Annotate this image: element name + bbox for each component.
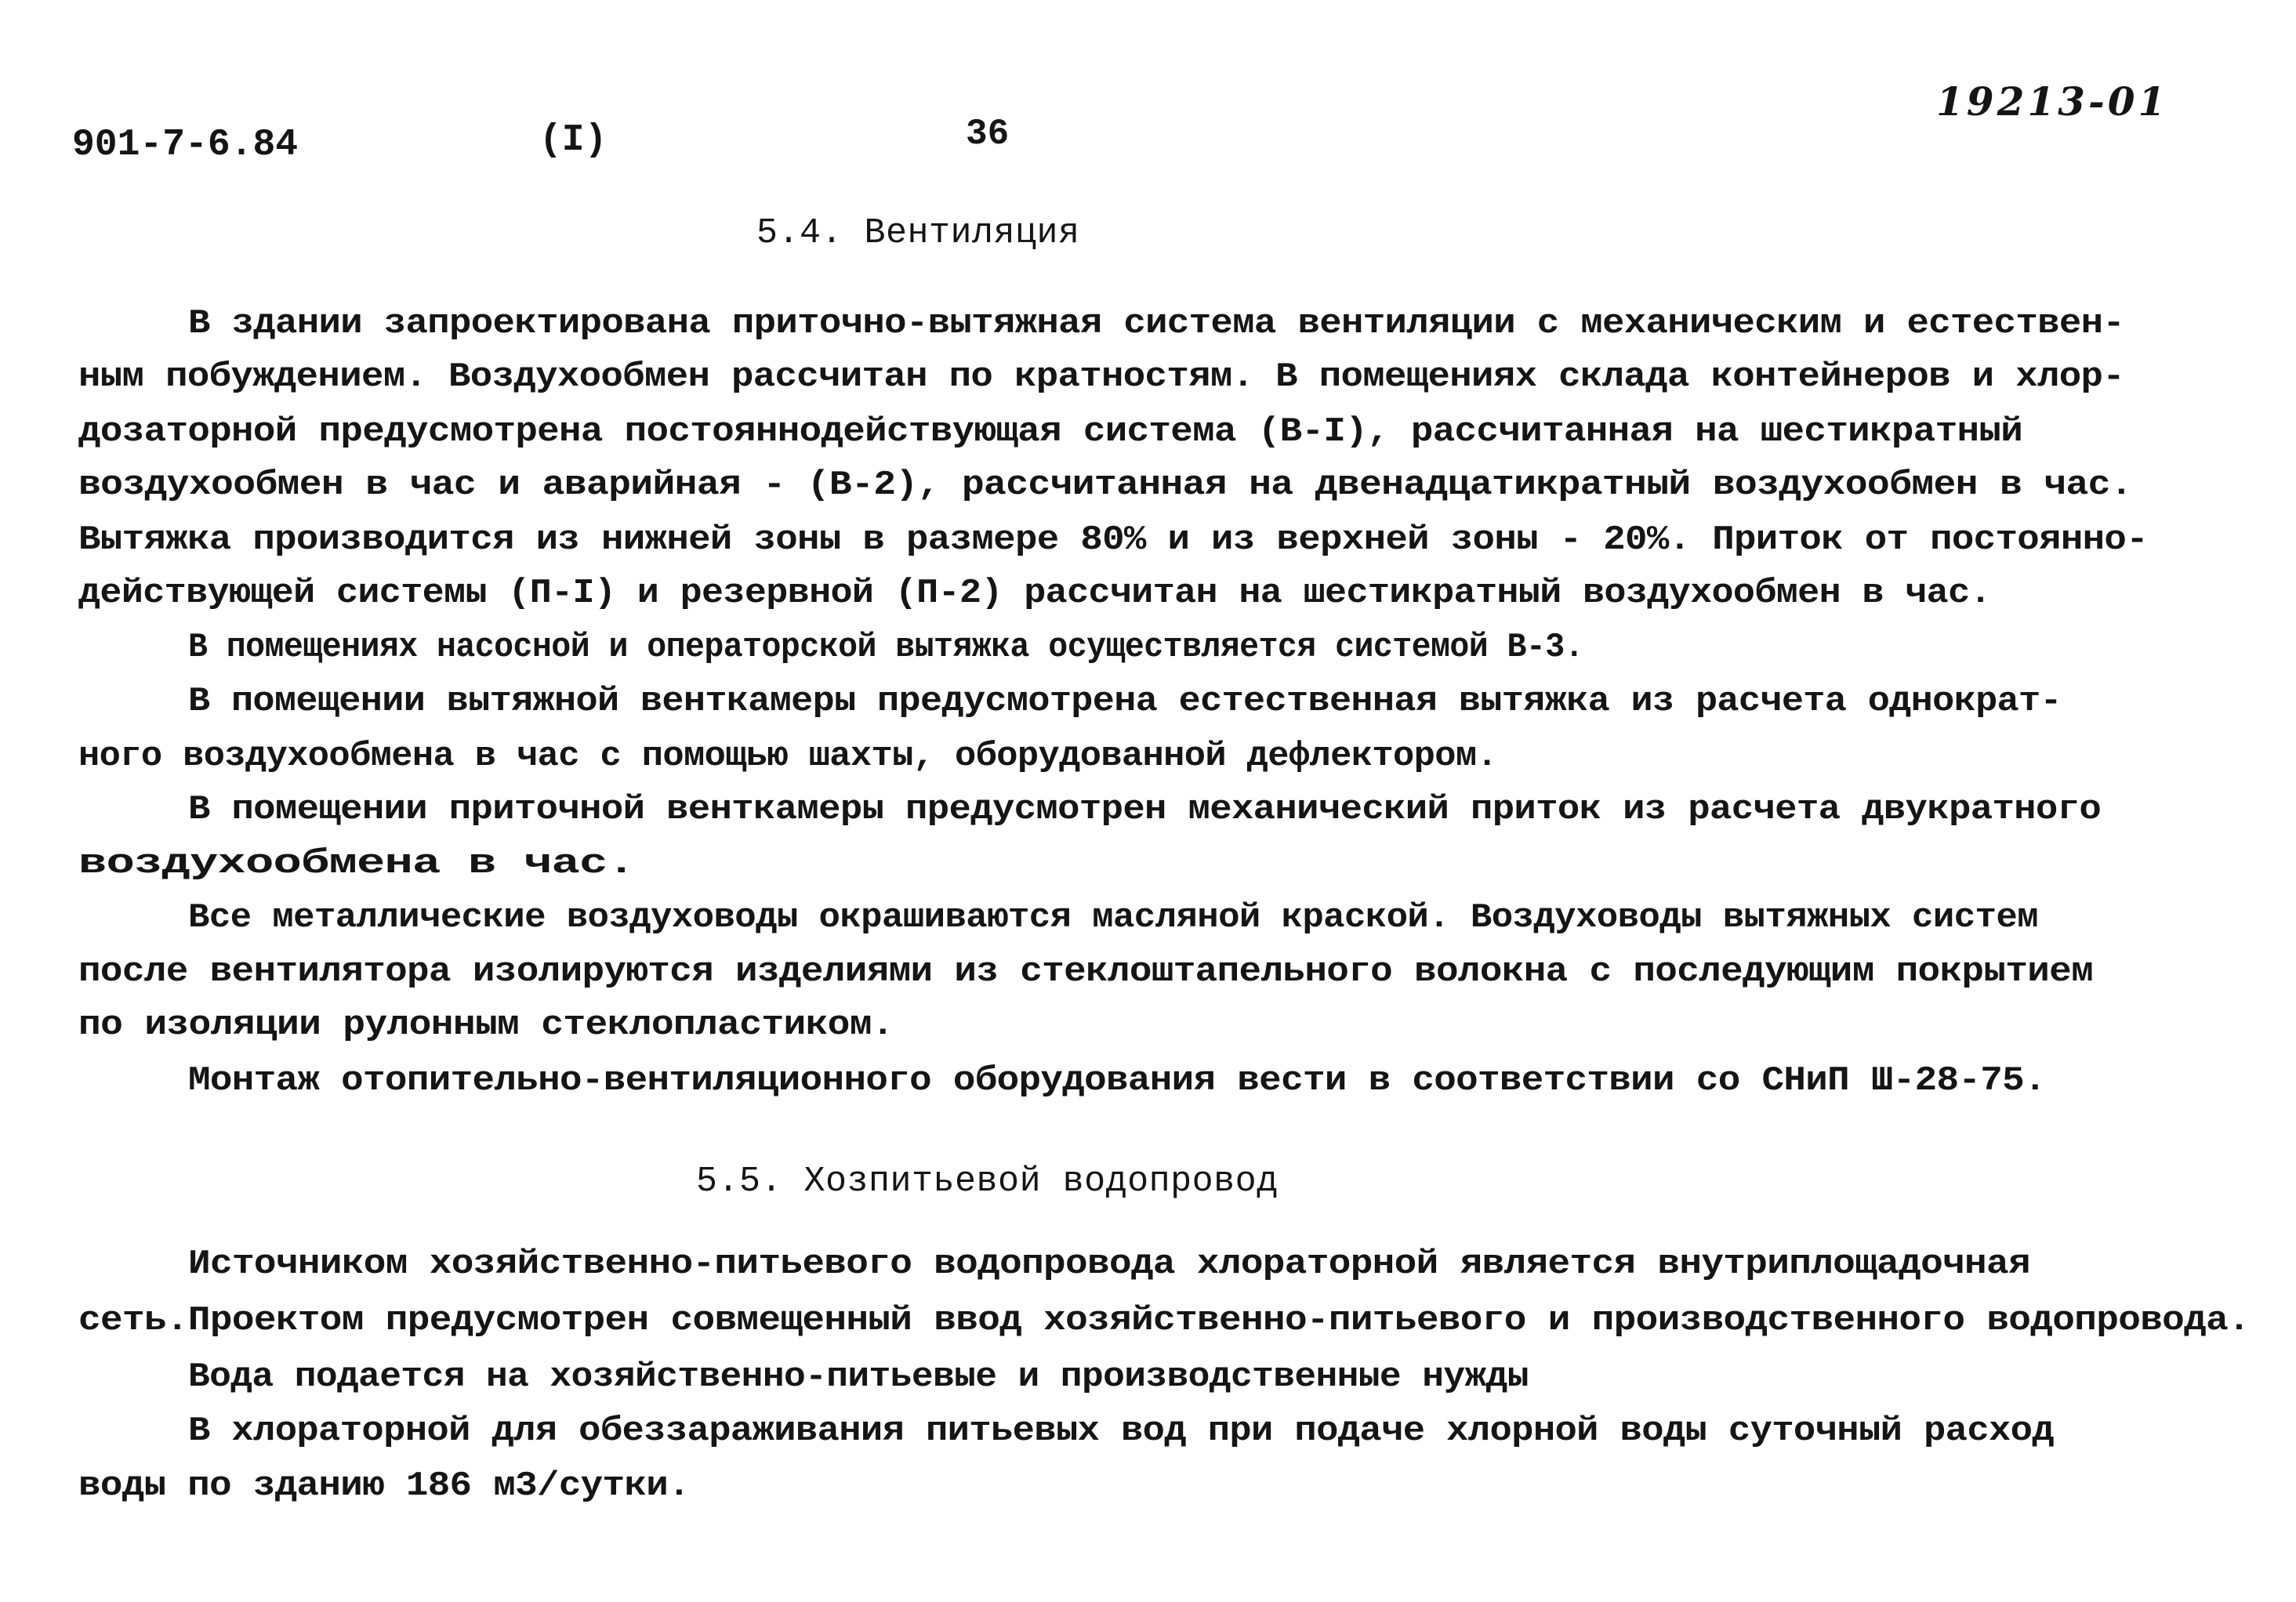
inventory-stamp: 19213-01 — [1936, 78, 2169, 125]
text-line: Монтаж отопительно-вентиляционного оборудования вести в соответствии со СНиП Ш-28-75. — [188, 1062, 2046, 1100]
text-line: сеть.Проектом предусмотрен совмещенный ввод хозяйственно-питьевого и производственного водопровода. — [78, 1302, 2251, 1340]
text-line: воздухообмена в час. — [78, 845, 635, 883]
document-code: 901-7-6.84 — [72, 124, 299, 166]
text-line: В помещениях насосной и операторской вытяжка осуществляется системой В-3. — [188, 629, 1584, 667]
volume-number: (I) — [539, 119, 608, 161]
page-number: 36 — [966, 114, 1010, 154]
text-line: после вентилятора изолируются изделиями из стеклоштапельного волокна с последующим покрытием — [78, 953, 2094, 991]
text-line: В помещении вытяжной венткамеры предусмотрена естественная вытяжка из расчета однократ- — [188, 683, 2062, 721]
text-line: В хлораторной для обеззараживания питьевых вод при подаче хлорной воды суточный расход — [188, 1412, 2055, 1451]
section-title-water-supply: 5.5. Хозпитьевой водопровод — [696, 1162, 1279, 1202]
text-line: по изоляции рулонным стеклопластиком. — [78, 1006, 894, 1045]
text-line: ным побуждением. Воздухообмен рассчитан по кратностям. В помещениях склада контейнеров и хлор- — [78, 358, 2125, 397]
text-line: Вода подается на хозяйственно-питьевые и производственные нужды — [188, 1358, 1529, 1397]
text-line: воздухообмен в час и аварийная - (В-2), рассчитанная на двенадцатикратный воздухообмен в час. — [78, 466, 2133, 505]
text-line: Вытяжка производится из нижней зоны в размере 80% и из верхней зоны - 20%. Приток от постоянно- — [78, 521, 2148, 560]
text-line: действующей системы (П-I) и резервной (П-2) рассчитан на шестикратный воздухообмен в час. — [78, 574, 1991, 613]
text-line: ного воздухообмена в час с помощью шахты, оборудованной дефлектором. — [78, 738, 1498, 776]
section-title-ventilation: 5.4. Вентиляция — [756, 213, 1080, 253]
text-line: В здании запроектирована приточно-вытяжная система вентиляции с механическим и естествен- — [188, 305, 2125, 343]
text-line: Источником хозяйственно-питьевого водопровода хлораторной является внутриплощадочная — [188, 1245, 2030, 1284]
text-line: Все металлические воздуховоды окрашиваются масляной краской. Воздуховоды вытяжных систем — [188, 899, 2038, 937]
text-line: дозаторной предусмотрена постояннодействующая система (В-I), рассчитанная на шестикратный — [78, 413, 2023, 451]
text-line: В помещении приточной венткамеры предусмотрен механический приток из расчета двукратного — [188, 791, 2102, 829]
text-line: воды по зданию 186 м3/сутки. — [78, 1467, 690, 1506]
